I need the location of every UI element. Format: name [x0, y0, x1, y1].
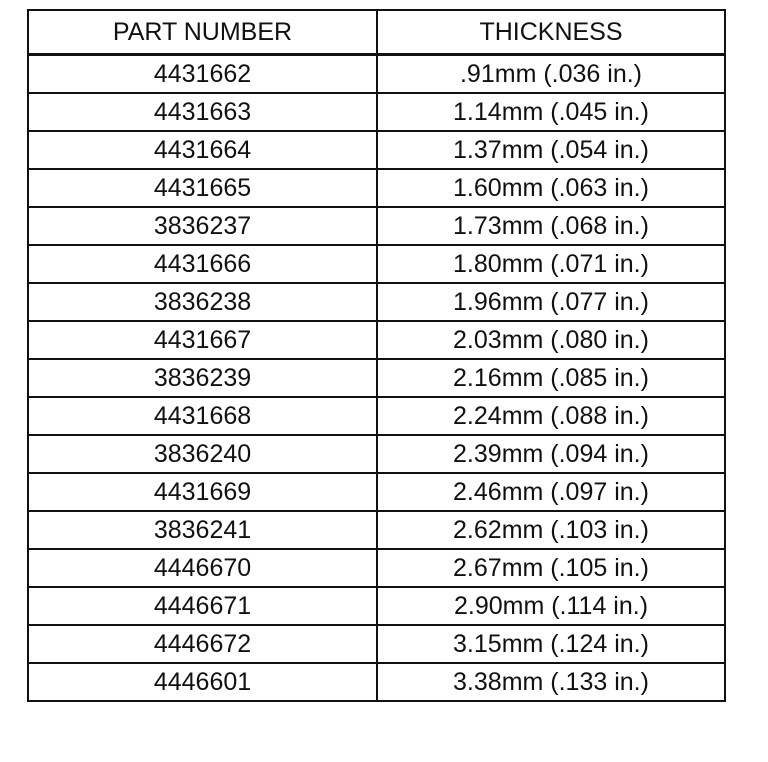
table-row — [28, 625, 725, 663]
table-row — [28, 397, 725, 435]
part-number-cell: 4446672 — [28, 625, 377, 663]
part-number-header: PART NUMBER — [28, 10, 377, 55]
part-number-cell: 4431665 — [28, 169, 377, 207]
table-body — [28, 55, 725, 702]
table-row — [28, 663, 725, 701]
thickness-cell: 1.73mm (.068 in.) — [377, 207, 725, 245]
thickness-cell: 2.46mm (.097 in.) — [377, 473, 725, 511]
thickness-cell: 3.38mm (.133 in.) — [377, 663, 725, 701]
thickness-cell: 2.24mm (.088 in.) — [377, 397, 725, 435]
part-number-cell: 4431667 — [28, 321, 377, 359]
part-number-cell: 4431663 — [28, 93, 377, 131]
part-number-cell: 4446601 — [28, 663, 377, 701]
table-row — [28, 359, 725, 397]
thickness-cell: 1.96mm (.077 in.) — [377, 283, 725, 321]
thickness-cell: 1.80mm (.071 in.) — [377, 245, 725, 283]
part-number-cell: 4446671 — [28, 587, 377, 625]
table-row — [28, 169, 725, 207]
part-number-cell: 4446670 — [28, 549, 377, 587]
part-number-cell: 4431664 — [28, 131, 377, 169]
thickness-cell: .91mm (.036 in.) — [377, 55, 725, 94]
part-number-cell: 4431662 — [28, 55, 377, 94]
table-row — [28, 549, 725, 587]
thickness-cell: 3.15mm (.124 in.) — [377, 625, 725, 663]
table-row — [28, 435, 725, 473]
part-number-cell: 3836237 — [28, 207, 377, 245]
table-row — [28, 93, 725, 131]
table-row — [28, 283, 725, 321]
thickness-cell: 2.62mm (.103 in.) — [377, 511, 725, 549]
table-row — [28, 321, 725, 359]
table-header — [28, 10, 725, 55]
part-number-cell: 3836238 — [28, 283, 377, 321]
table-row — [28, 511, 725, 549]
thickness-cell: 2.90mm (.114 in.) — [377, 587, 725, 625]
table-row — [28, 131, 725, 169]
thickness-header: THICKNESS — [377, 10, 725, 55]
table-row — [28, 207, 725, 245]
thickness-cell: 2.16mm (.085 in.) — [377, 359, 725, 397]
part-number-cell: 4431666 — [28, 245, 377, 283]
table-row — [28, 245, 725, 283]
part-number-cell: 3836241 — [28, 511, 377, 549]
table-row — [28, 55, 725, 94]
thickness-cell: 2.39mm (.094 in.) — [377, 435, 725, 473]
shim-thickness-table — [27, 9, 726, 702]
thickness-cell: 1.37mm (.054 in.) — [377, 131, 725, 169]
thickness-cell: 2.03mm (.080 in.) — [377, 321, 725, 359]
thickness-cell: 1.14mm (.045 in.) — [377, 93, 725, 131]
thickness-cell: 1.60mm (.063 in.) — [377, 169, 725, 207]
part-number-cell: 4431669 — [28, 473, 377, 511]
part-number-cell: 4431668 — [28, 397, 377, 435]
table-row — [28, 473, 725, 511]
part-number-cell: 3836240 — [28, 435, 377, 473]
table-row — [28, 587, 725, 625]
header-row — [28, 10, 725, 55]
thickness-cell: 2.67mm (.105 in.) — [377, 549, 725, 587]
part-number-cell: 3836239 — [28, 359, 377, 397]
